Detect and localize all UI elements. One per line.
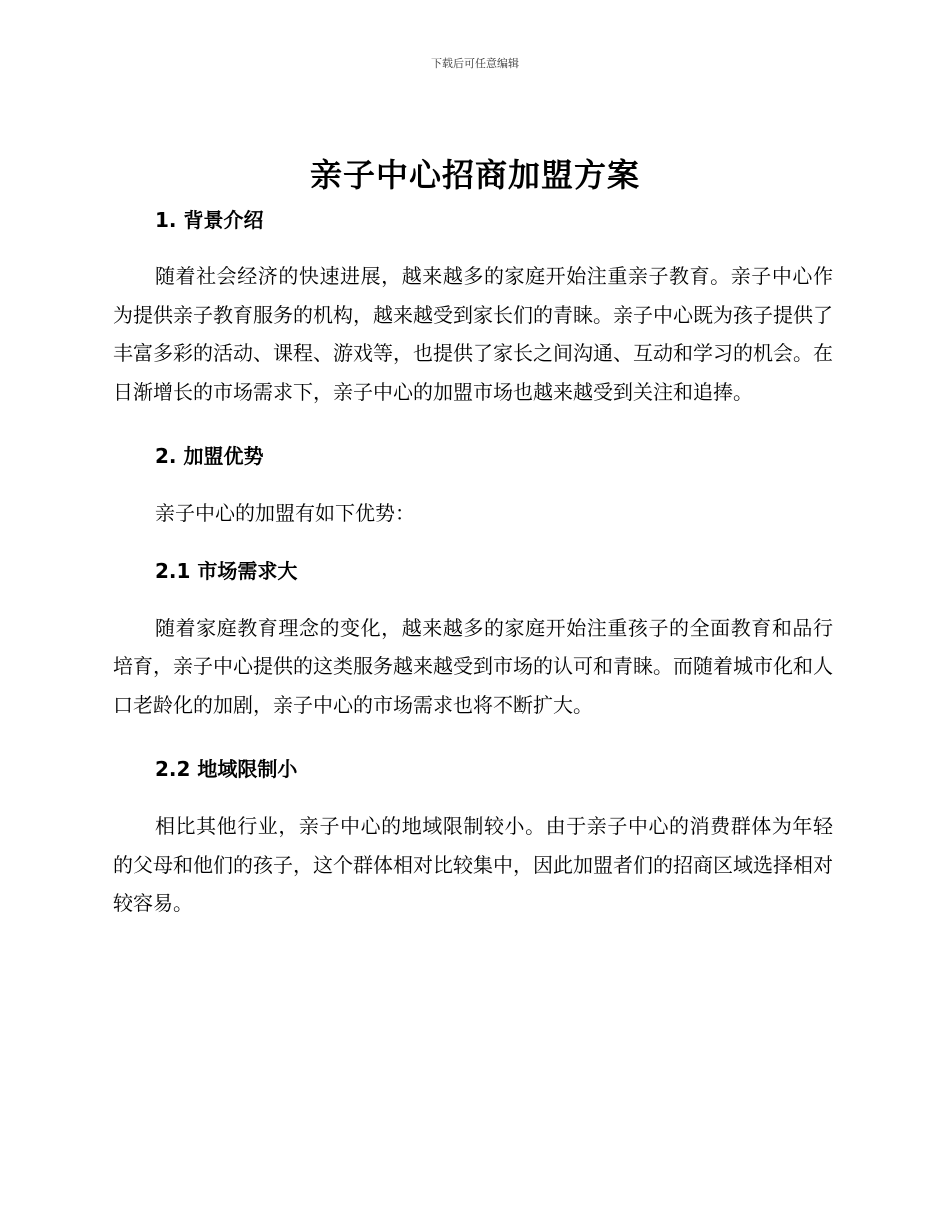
section-heading-background: 1. 背景介绍: [155, 208, 264, 232]
section-heading-market-demand: 2.1 市场需求大: [155, 558, 298, 583]
section-paragraph-background: 随着社会经济的快速进展，越来越多的家庭开始注重亲子教育。亲子中心作为提供亲子教育服务的机构，越来越受到家长们的青睐。亲子中心既为孩子提供了丰富多彩的活动、课程、游戏等，也提供了家长之间沟通、互动和学习的机会。在日渐增长的市场需求下，亲子中心的加盟市场也越来越受到关注和追捧。: [113, 264, 833, 404]
document-title: 亲子中心招商加盟方案: [309, 156, 640, 194]
section-heading-regional-limit: 2.2 地域限制小: [155, 757, 298, 781]
section-paragraph-advantages: 亲子中心的加盟有如下优势：: [155, 501, 415, 525]
section-heading-advantages: 2. 加盟优势: [155, 444, 264, 468]
section-paragraph-regional-limit: 相比其他行业，亲子中心的地域限制较小。由于亲子中心的消费群体为年轻的父母和他们的孩子，这个群体相对比较集中，因此加盟者们的招商区域选择相对较容易。: [113, 814, 833, 915]
section-paragraph-market-demand: 随着家庭教育理念的变化，越来越多的家庭开始注重孩子的全面教育和品行培育，亲子中心提供的这类服务越来越受到市场的认可和青睐。而随着城市化和人口老龄化的加剧，亲子中心的市场需求也将不断扩大。: [113, 615, 833, 717]
page-header-note: 下载后可任意编辑: [431, 57, 519, 70]
document-body: [113, 205, 833, 923]
